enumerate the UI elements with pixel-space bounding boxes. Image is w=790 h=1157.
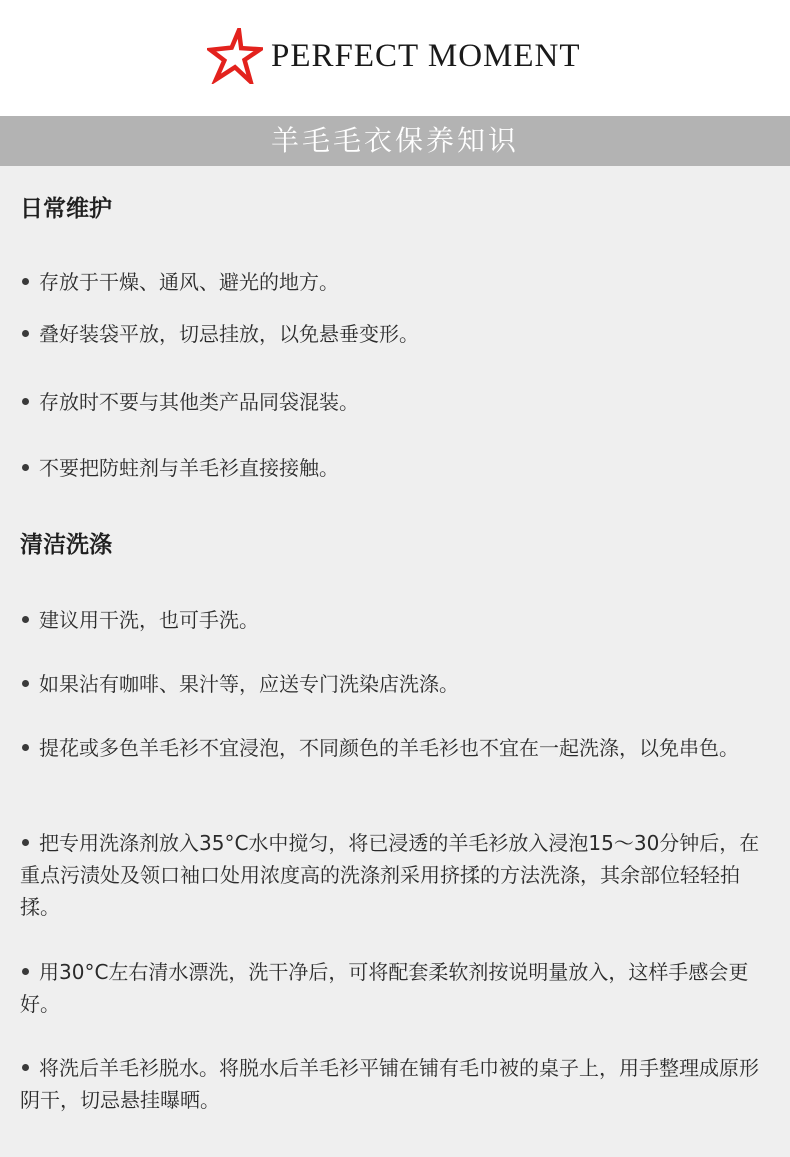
bullet-icon — [22, 278, 29, 285]
brand-name: PERFECT MOMENT — [271, 37, 581, 74]
bullet-icon — [22, 680, 29, 687]
section-heading-daily-care: 日常维护 — [20, 196, 112, 222]
list-item — [20, 732, 778, 764]
list-item-text: 提花或多色羊毛衫不宜浸泡，不同颜色的羊毛衫也不宜在一起洗涤，以免串色。 — [39, 736, 739, 760]
bullet-icon — [22, 616, 29, 623]
brand-logo — [207, 28, 581, 84]
list-item — [20, 1052, 778, 1116]
page-title: 羊毛毛衣保养知识 — [270, 124, 519, 157]
bullet-icon — [22, 968, 29, 975]
list-item — [20, 668, 778, 700]
list-item-text: 建议用干洗，也可手洗。 — [39, 608, 259, 632]
list-item-text: 如果沾有咖啡、果汁等，应送专门洗染店洗涤。 — [39, 672, 459, 696]
list-item — [20, 604, 778, 636]
title-banner — [0, 116, 790, 166]
list-item — [20, 452, 778, 484]
list-item-text: 用30°C左右清水漂洗，洗干净后，可将配套柔软剂按说明量放入，这样手感会更好。 — [20, 960, 749, 1016]
bullet-icon — [22, 330, 29, 337]
list-item — [20, 318, 778, 350]
list-item-text: 将洗后羊毛衫脱水。将脱水后羊毛衫平铺在铺有毛巾被的桌子上，用手整理成原形阴干，切忌悬挂曝晒。 — [20, 1056, 759, 1112]
list-item-text: 存放时不要与其他类产品同袋混装。 — [39, 390, 359, 414]
bullet-icon — [22, 839, 29, 846]
bullet-icon — [22, 398, 29, 405]
red-star-icon — [207, 28, 263, 84]
header — [0, 0, 790, 116]
list-item — [20, 827, 778, 923]
list-item-text: 存放于干燥、通风、避光的地方。 — [39, 270, 339, 294]
list-item — [20, 266, 778, 298]
bullet-icon — [22, 1064, 29, 1071]
section-heading-cleaning: 清洁洗涤 — [20, 532, 112, 558]
list-item-text: 把专用洗涤剂放入35°C水中搅匀，将已浸透的羊毛衫放入浸泡15～30分钟后，在重点污渍处及领口袖口处用浓度高的洗涤剂采用挤揉的方法洗涤，其余部位轻轻拍揉。 — [20, 831, 760, 919]
list-item-text: 叠好装袋平放，切忌挂放，以免悬垂变形。 — [39, 322, 419, 346]
list-item — [20, 386, 778, 418]
list-item — [20, 956, 778, 1020]
bullet-icon — [22, 464, 29, 471]
care-content — [0, 166, 790, 1157]
bullet-icon — [22, 744, 29, 751]
list-item-text: 不要把防蛀剂与羊毛衫直接接触。 — [39, 456, 339, 480]
